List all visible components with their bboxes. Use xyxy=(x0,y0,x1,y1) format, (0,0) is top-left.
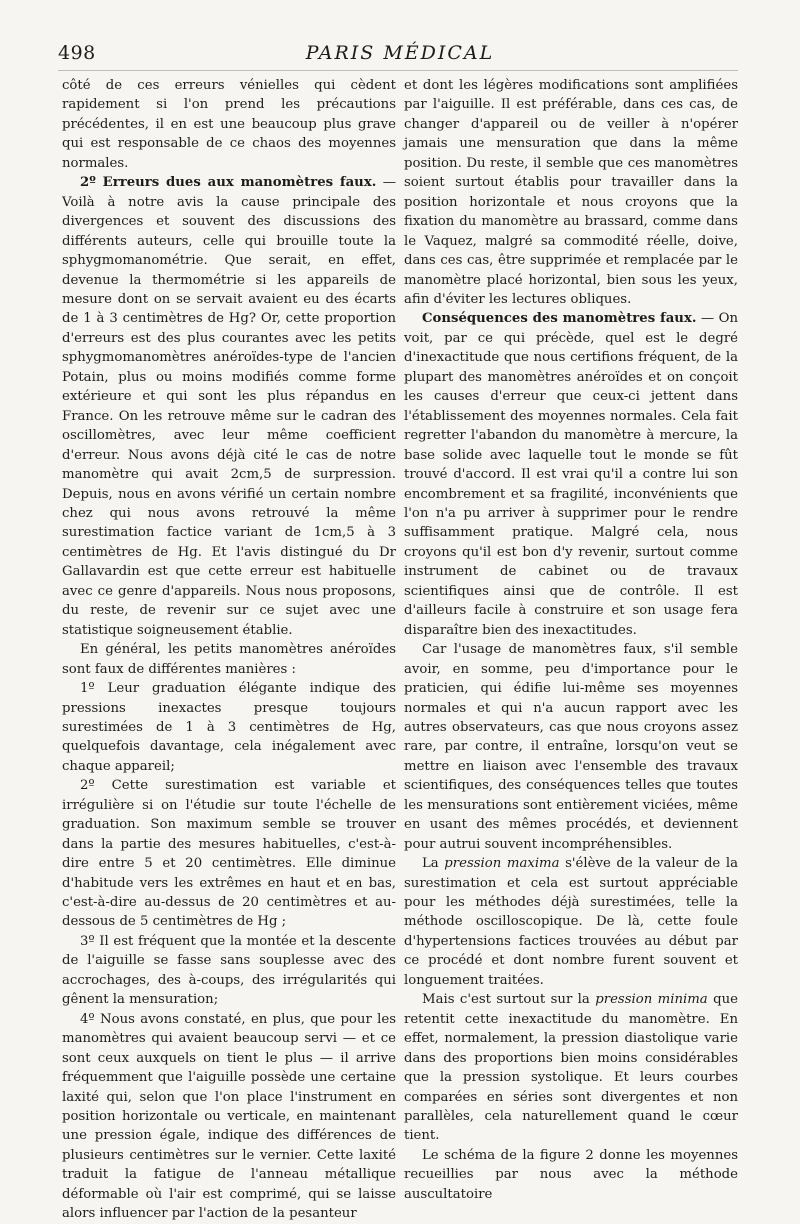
paragraph-text: — Voilà à notre avis la cause principale des divergences et souvent des discussions des différents auteurs, celle qui brouille toute la sphygmomanométrie. Que serait, en effet, devenue la thermométrie si les appareils de mesure dont on se servait avaient eu des écarts de 1 à 3 centimètres de Hg? Or, cette proportion d'erreurs est des plus courantes avec les petits sphygmomanomètres anéroïdes-type de l'ancien Potain, plus ou moins modifiés comme forme extérieure et qui sont les plus répandus en France. On les retrouve même sur le cadran des oscillomètres, avec leur même coefficient d'erreur. Nous avons déjà cité le cas de notre manomètre qui avait 2cm,5 de surpression. Depuis, nous en avons vérifié un certain nombre chez qui nous avons retrouvé la même surestimation factice variant de 1cm,5 à 3 centimètres de Hg. Et l'avis distingué du Dr Gallavardin est que cette erreur est habituelle avec ce genre d'appareils. Nous nous proposons, du reste, de revenir sur ce sujet avec une statistique soigneusement établie. xyxy=(62,175,397,638)
page-number: 498 xyxy=(58,42,96,64)
paragraph xyxy=(404,1146,738,1204)
running-title: PARIS MÉDICAL xyxy=(305,42,495,64)
paragraph-lead: Mais c'est surtout sur la xyxy=(422,992,596,1008)
paragraph-text: Car l'usage de manomètres faux, s'il semble avoir, en somme, peu d'importance pour le praticien, qui édifie lui-même ses moyennes normales et qui n'a aucun rapport avec les autres observateurs, cas que nous croyons assez rare, par contre, il entraîne, lorsqu'on veut se mettre en liaison avec l'ensemble des travaux scientifiques, des conséquences telles que toutes les mensurations sont entièrement viciées, même en usant des mêmes procédés, et deviennent pour autrui souvent incompréhensibles. xyxy=(404,642,738,852)
section-heading: 2º Erreurs dues aux manomètres faux. xyxy=(80,175,377,191)
section-heading: Conséquences des manomètres faux. xyxy=(422,311,697,327)
paragraph xyxy=(62,1010,396,1224)
paragraph-text: s'élève de la valeur de la surestimation et cela est surtout appréciable pour les méthodes déjà surestimées, telle la méthode oscilloscopique. De là, cette foule d'hypertensions factices trouvées au début par ce procédé et dont nombre furent souvent et longuement traitées. xyxy=(404,856,738,988)
paragraph-text: Le schéma de la figure 2 donne les moyennes recueillies par nous avec la méthode auscultatoire xyxy=(404,1147,738,1202)
paragraph xyxy=(404,309,738,640)
header-rule xyxy=(58,70,738,71)
paragraph-text: — On voit, par ce qui précède, quel est le degré d'inexactitude que nous certifions fréquent, de la plupart des manomètres anéroïdes et on conçoit les causes d'erreur que ceux-ci jettent dans l'établissement des moyennes normales. Cela fait regretter l'abandon du manomètre à mercure, la base solide avec laquelle tout le monde se fût trouvé d'accord. Il est vrai qu'il a contre lui son encombrement et sa fragilité, inconvénients que l'on n'a pu arriver à supprimer pour le rendre suffisamment pratique. Malgré cela, nous croyons qu'il est bon d'y revenir, surtout comme instrument de cabinet ou de travaux scientifiques ainsi que de contrôle. Il est d'ailleurs facile à construire et son usage fera disparaître bien des inexactitudes. xyxy=(404,311,738,638)
paragraph-text: 2º Cette surestimation est variable et irrégulière si on l'étudie sur toute l'échelle de graduation. Son maximum semble se trouver dans la partie des mesures habituelles, c'est-à-dire entre 5 et 20 centimètres. Elle diminue d'habitude vers les extrêmes en haut et en bas, c'est-à-dire au-dessus de 20 centimètres et au-dessous de 5 centimètres de Hg ; xyxy=(62,778,396,930)
paragraph-text: 4º Nous avons constaté, en plus, que pour les manomètres qui avaient beaucoup servi — et ce sont ceux auxquels on tient le plus — il arrive fréquemment que l'aiguille possède une certaine laxité qui, selon que l'on place l'instrument en position horizontale ou verticale, en maintenant une pression égale, indique des différences de plusieurs centimètres sur le vernier. Cette laxité traduit la fatigue de l'anneau métallique déformable où l'air est comprimé, qui se laisse alors influencer par l'action de la pesanteur xyxy=(62,1011,396,1222)
paragraph xyxy=(404,640,738,854)
paragraph xyxy=(62,776,396,932)
paragraph xyxy=(62,679,396,776)
paragraph-text: 3º Il est fréquent que la montée et la descente de l'aiguille se fasse sans souplesse avec des accrochages, des à-coups, des irrégularités qui gênent la mensuration; xyxy=(62,933,396,1008)
italic-term: pression minima xyxy=(595,992,708,1008)
paragraph-text: En général, les petits manomètres anéroïdes sont faux de différentes manières : xyxy=(62,642,396,677)
paragraph-text: côté de ces erreurs vénielles qui cèdent rapidement si l'on prend les précautions précédentes, il en est une beaucoup plus grave qui est responsable de ce chaos des moyennes normales. xyxy=(62,78,396,171)
paragraph xyxy=(62,640,396,679)
paragraph xyxy=(62,173,396,640)
paragraph-text: que retentit cette inexactitude du manomètre. En effet, normalement, la pression diastolique varie dans des proportions bien moins considérables que la pression systolique. Et leurs courbes comparées en séries sont divergentes et non parallèles, cela naturellement quand le cœur tient. xyxy=(404,992,738,1144)
italic-term: pression maxima xyxy=(444,856,560,872)
paragraph xyxy=(62,932,396,1010)
paragraph xyxy=(404,854,738,990)
right-column xyxy=(404,76,738,1204)
paragraph xyxy=(62,76,396,173)
left-column xyxy=(62,76,396,1224)
paragraph-text: et dont les légères modifications sont amplifiées par l'aiguille. Il est préférable, dans ces cas, de changer d'appareil ou de veiller à n'opérer jamais une mensuration que dans la même position. Du reste, il semble que ces manomètres soient surtout établis pour travailler dans la position horizontale et nous croyons que la fixation du manomètre au brassard, comme dans le Vaquez, malgré sa commodité réelle, doive, dans ces cas, être supprimée et remplacée par le manomètre placé horizontal, bien sous les yeux, afin d'éviter les lectures obliques. xyxy=(404,78,738,307)
paragraph xyxy=(404,76,738,309)
paragraph-lead: La xyxy=(422,856,445,872)
paragraph xyxy=(404,990,738,1146)
paragraph-text: 1º Leur graduation élégante indique des pressions inexactes presque toujours surestimées de 1 à 3 centimètres de Hg, quelquefois davantage, cela inégalement avec chaque appareil; xyxy=(62,681,396,774)
